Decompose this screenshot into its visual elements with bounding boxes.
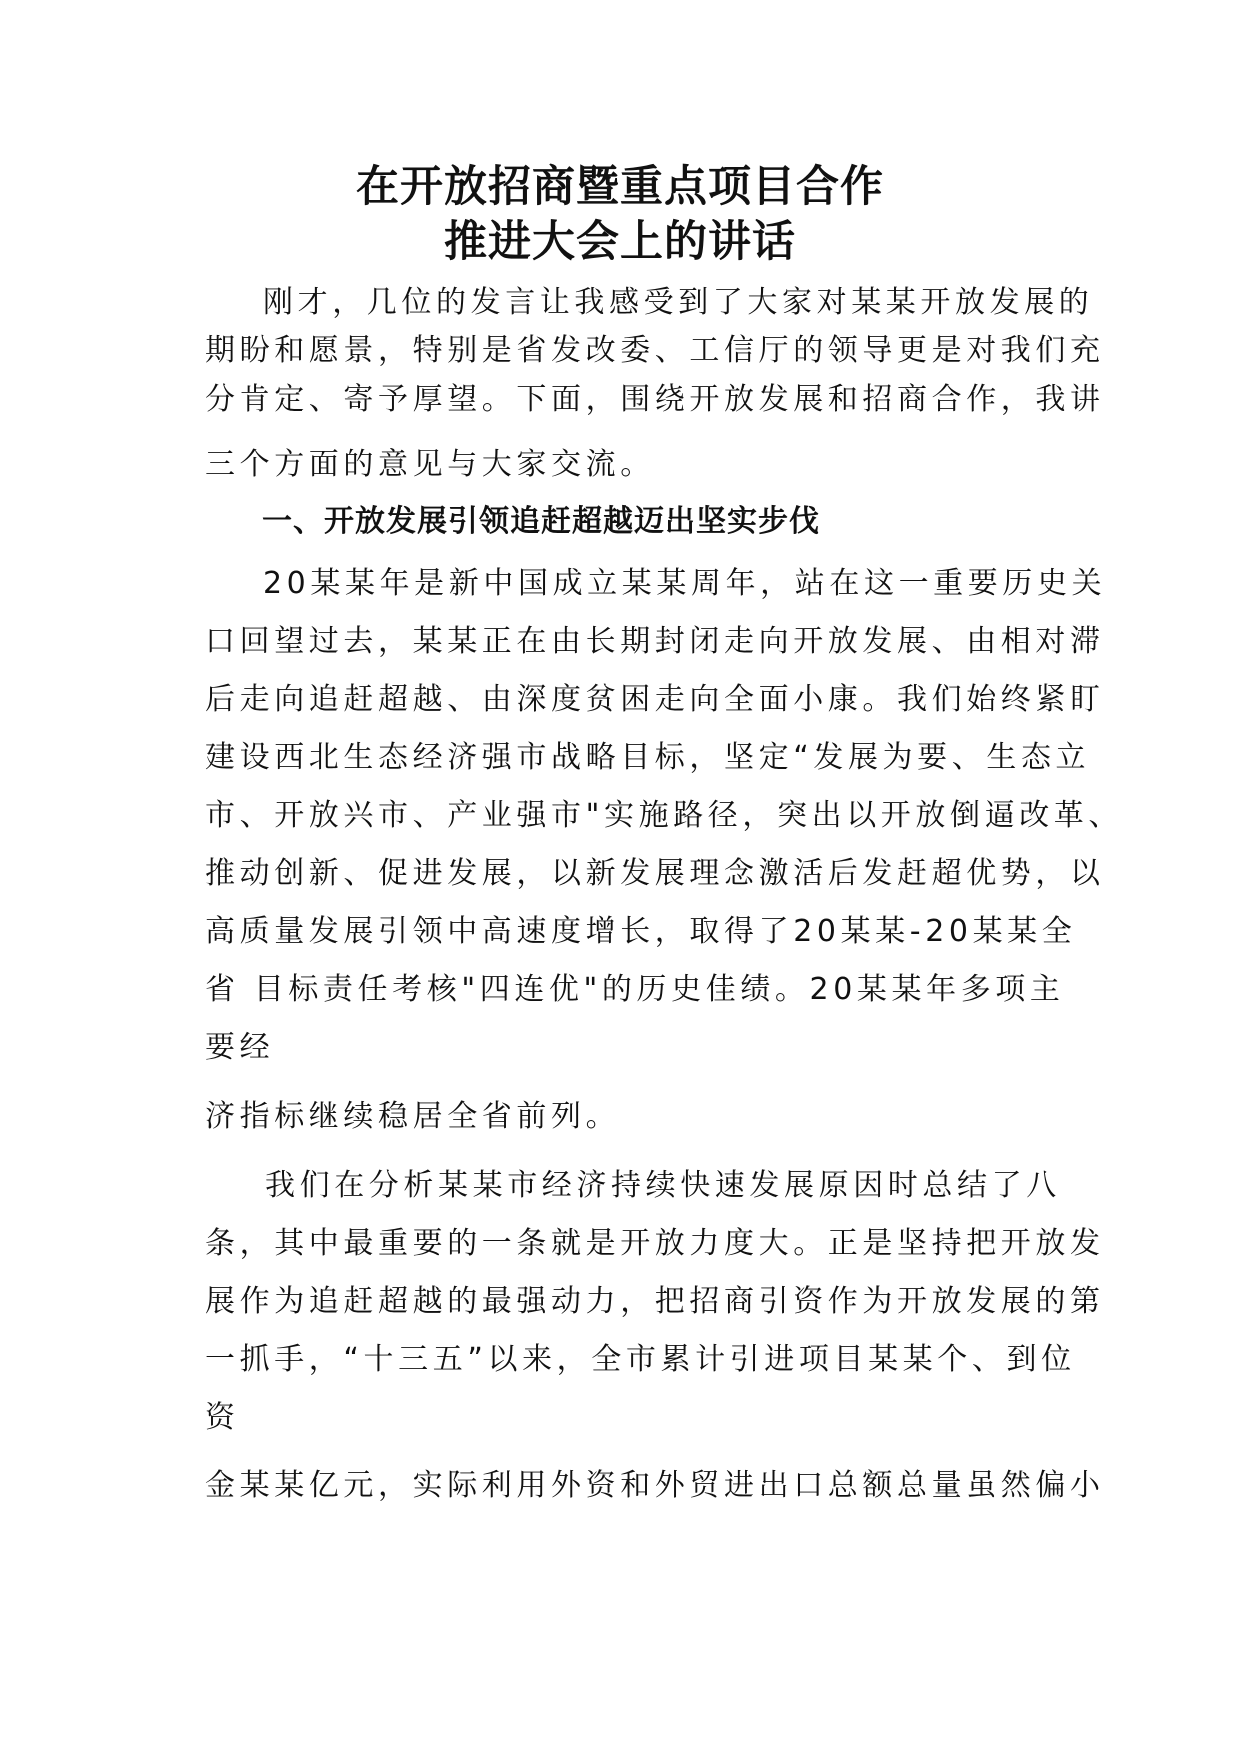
paragraph-line: 省 目标责任考核"四连优"的历史佳绩。20某某年多项主 bbox=[205, 972, 1065, 1007]
paragraph-line: 推动创新、促进发展，以新发展理念激活后发赶超优势，以 bbox=[205, 856, 1105, 891]
paragraph-line: 一抓手，“十三五”以来，全市累计引进项目某某个、到位 bbox=[205, 1342, 1076, 1377]
paragraph-line: 济指标继续稳居全省前列。 bbox=[205, 1099, 621, 1134]
paragraph-line: 口回望过去，某某正在由长期封闭走向开放发展、由相对滞 bbox=[205, 624, 1105, 659]
paragraph-line: 三个方面的意见与大家交流。 bbox=[205, 447, 655, 482]
document-title-line-2: 推进大会上的讲话 bbox=[444, 217, 796, 267]
paragraph-line: 高质量发展引领中高速度增长，取得了20某某-20某某全 bbox=[205, 914, 1077, 949]
section-heading: 一、开放发展引领追赶超越迈出坚实步伐 bbox=[262, 504, 820, 539]
paragraph-line: 后走向追赶超越、由深度贫困走向全面小康。我们始终紧盯 bbox=[205, 682, 1105, 717]
paragraph-line: 资 bbox=[205, 1400, 240, 1435]
paragraph-line: 分肯定、寄予厚望。下面，围绕开放发展和招商合作，我讲 bbox=[205, 382, 1105, 417]
paragraph-line: 金某某亿元，实际利用外资和外贸进出口总额总量虽然偏小 bbox=[205, 1468, 1105, 1503]
document-title-line-1: 在开放招商暨重点项目合作 bbox=[356, 162, 884, 212]
paragraph-line: 刚才，几位的发言让我感受到了大家对某某开放发展的 bbox=[263, 285, 1094, 320]
paragraph-line: 期盼和愿景，特别是省发改委、工信厅的领导更是对我们充 bbox=[205, 333, 1105, 368]
paragraph-line: 要经 bbox=[205, 1030, 275, 1065]
paragraph-line: 市、开放兴市、产业强市"实施路径，突出以开放倒逼改革、 bbox=[205, 798, 1123, 833]
paragraph-line: 展作为追赶超越的最强动力，把招商引资作为开放发展的第 bbox=[205, 1284, 1105, 1319]
paragraph-line: 建设西北生态经济强市战略目标，坚定“发展为要、生态立 bbox=[205, 740, 1091, 775]
paragraph-line: 20某某年是新中国成立某某周年，站在这一重要历史关 bbox=[263, 566, 1107, 601]
paragraph-line: 条，其中最重要的一条就是开放力度大。正是坚持把开放发 bbox=[205, 1226, 1105, 1261]
paragraph-line: 我们在分析某某市经济持续快速发展原因时总结了八 bbox=[265, 1168, 1061, 1203]
